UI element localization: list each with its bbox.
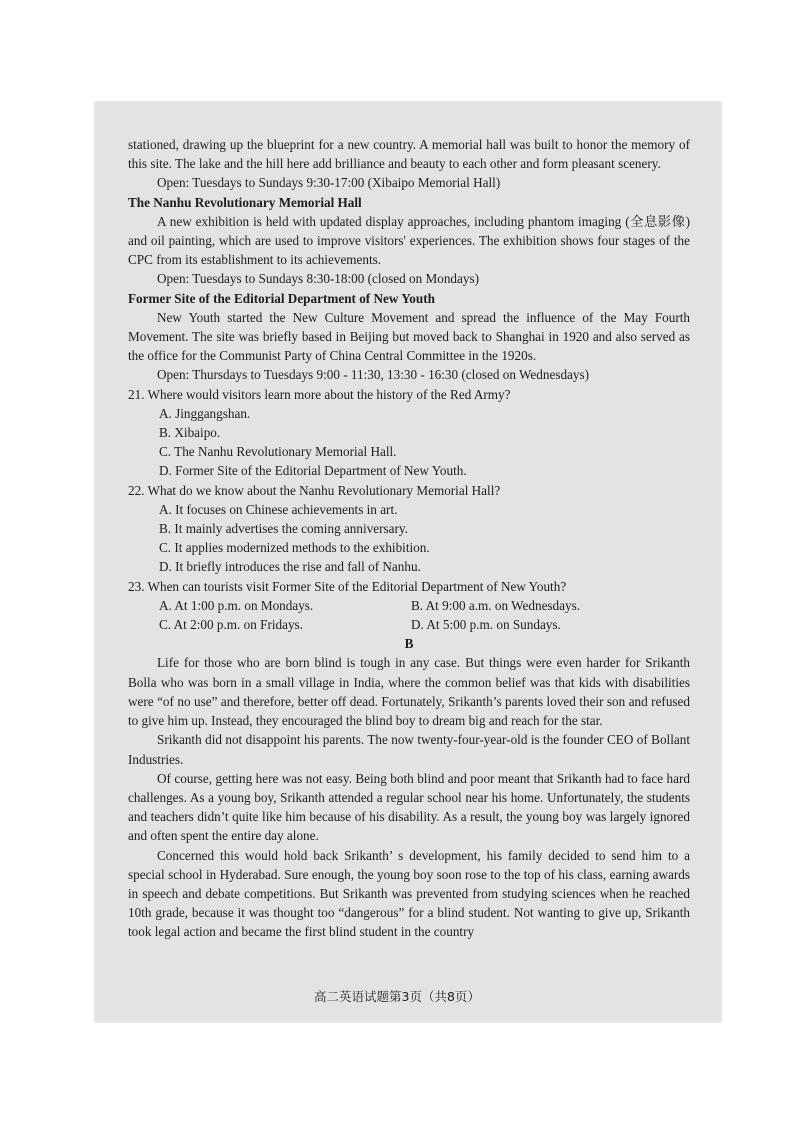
question-21-option-d: D. Former Site of the Editorial Department of New Youth. <box>159 463 467 479</box>
paragraph-top: stationed, drawing up the blueprint for a new country. A memorial hall was built to honor the memory of this site. The lake and the hill here add brilliance and beauty to each other and form pleasant scenery. <box>128 137 690 172</box>
question-23-row-2 <box>128 615 690 634</box>
question-23-option-d: D. At 5:00 p.m. on Sundays. <box>411 617 561 633</box>
open-hours-xibaipo: Open: Tuesdays to Sundays 9:30-17:00 (Xibaipo Memorial Hall) <box>157 175 501 191</box>
question-21-stem: 21. Where would visitors learn more about the history of the Red Army? <box>128 386 511 402</box>
question-23-stem: 23. When can tourists visit Former Site of the Editorial Department of New Youth? <box>128 578 567 594</box>
question-23-option-b: B. At 9:00 a.m. on Wednesdays. <box>411 597 581 613</box>
paragraph-former-site: New Youth started the New Culture Movement and spread the influence of the May Fourth Movement. The site was briefly based in Beijing but moved back to Shanghai in 1920 and also served as the office for the Communist Party of China Central Committee in the 1920s. <box>128 309 690 364</box>
question-21-option-b: B. Xibaipo. <box>159 425 221 441</box>
question-23-row-1 <box>128 596 690 615</box>
question-22-option-b: B. It mainly advertises the coming anniversary. <box>159 521 408 537</box>
heading-former-site: Former Site of the Editorial Department of New Youth <box>128 290 435 306</box>
question-21-option-a: A. Jinggangshan. <box>159 405 251 421</box>
passage-b-paragraph-1: Life for those who are born blind is tough in any case. But things were even harder for Srikanth Bolla who was born in a small village in India, where the common belief was that kids with disabilities were “of no use” and therefore, better off dead. Fortunately, Srikanth’s parents loved their son and refused to give him up. Instead, they encouraged the blind boy to dream big and reach for the star. <box>128 655 690 729</box>
question-23-option-c: C. At 2:00 p.m. on Fridays. <box>159 617 303 633</box>
question-21-option-c: C. The Nanhu Revolutionary Memorial Hall. <box>159 444 397 460</box>
passage-b-paragraph-4: Concerned this would hold back Srikanth’ s development, his family decided to send him to a special school in Hyderabad. Sure enough, the young boy soon rose to the top of his class, earning awards in speech and debate competitions. But Srikanth was prevented from studying sciences when he reached 10th grade, because it was thought too “dangerous” for a blind student. Not wanting to give up, Srikanth took legal action and became the first blind student in the country <box>128 847 690 940</box>
section-b-heading: B <box>404 636 414 652</box>
passage-b-paragraph-2: Srikanth did not disappoint his parents. The now twenty-four-year-old is the founder CEO of Bollant Industries. <box>128 732 690 767</box>
page-footer: 高二英语试题第3页（共8页） <box>314 989 480 1004</box>
question-22-option-a: A. It focuses on Chinese achievements in art. <box>159 501 398 517</box>
open-hours-nanhu: Open: Tuesdays to Sundays 8:30-18:00 (closed on Mondays) <box>157 271 479 287</box>
question-22-option-c: C. It applies modernized methods to the exhibition. <box>159 540 430 556</box>
question-23-option-a: A. At 1:00 p.m. on Mondays. <box>159 597 314 613</box>
page-content <box>128 135 690 942</box>
open-hours-former-site: Open: Thursdays to Tuesdays 9:00 - 11:30, 13:30 - 16:30 (closed on Wednesdays) <box>157 367 590 383</box>
passage-b-paragraph-3: Of course, getting here was not easy. Being both blind and poor meant that Srikanth had to face hard challenges. As a young boy, Srikanth attended a regular school near his home. Unfortunately, the students and teachers didn’t quite like him because of his disability. As a result, the young boy was largely ignored and often spent the entire day alone. <box>128 770 690 844</box>
paragraph-nanhu: A new exhibition is held with updated display approaches, including phantom imaging (全息影像) and oil painting, which are used to improve visitors' experiences. The exhibition shows four stages of the CPC from its establishment to its achievements. <box>128 213 690 268</box>
question-22-stem: 22. What do we know about the Nanhu Revolutionary Memorial Hall? <box>128 482 501 498</box>
heading-nanhu: The Nanhu Revolutionary Memorial Hall <box>128 194 362 210</box>
question-22-option-d: D. It briefly introduces the rise and fall of Nanhu. <box>159 559 421 575</box>
